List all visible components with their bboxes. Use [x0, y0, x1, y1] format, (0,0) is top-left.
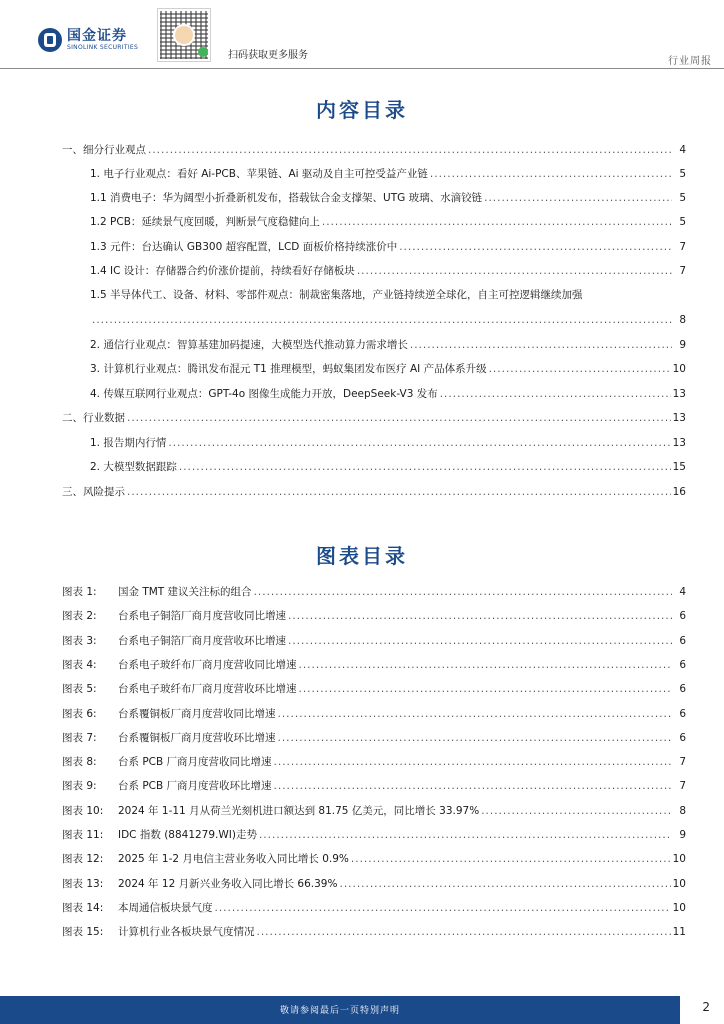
figure-item-label: 图表 8:: [62, 756, 97, 768]
report-type-label: 行业周报: [668, 56, 712, 67]
page-header: [0, 0, 724, 70]
qr-code-icon[interactable]: [157, 8, 211, 62]
figure-item[interactable]: [62, 707, 686, 721]
dot-leader: [288, 609, 672, 623]
dot-leader: [322, 215, 672, 229]
figure-item-label: 图表 7:: [62, 732, 97, 744]
logo-name-cn: 国金证券: [67, 28, 127, 44]
figure-item[interactable]: [62, 731, 686, 745]
figure-item-page: 8: [679, 805, 686, 817]
figure-item-text: 台系覆铜板厂商月度营收环比增速: [118, 732, 276, 744]
contents-item[interactable]: [90, 313, 686, 327]
figure-item-text: 计算机行业各板块景气度情况: [118, 926, 255, 938]
figure-item-text: 2024 年 12 月新兴业务收入同比增长 66.39%: [118, 878, 338, 890]
contents-item-page: 5: [679, 192, 686, 204]
contents-item-text: 二、行业数据: [62, 412, 125, 424]
dot-leader: [484, 191, 672, 205]
figure-item-text: 2025 年 1-2 月电信主营业务收入同比增长 0.9%: [118, 853, 349, 865]
header-divider: [0, 68, 724, 69]
contents-item[interactable]: [90, 436, 686, 450]
figure-item-page: 7: [679, 780, 686, 792]
contents-item-page: 5: [679, 216, 686, 228]
contents-item[interactable]: [90, 191, 686, 205]
figure-item-text: 台系电子铜箔厂商月度营收同比增速: [118, 610, 286, 622]
contents-item-page: 8: [679, 314, 686, 326]
logo-name-en: SINOLINK SECURITIES: [67, 44, 139, 51]
contents-item-text: 3. 计算机行业观点：腾讯发布混元 T1 推理模型，蚂蚁集团发布医疗 AI 产品体系升级: [90, 363, 487, 375]
figure-item[interactable]: [62, 852, 686, 866]
dot-leader: [481, 804, 672, 818]
figure-item-page: 10: [672, 853, 686, 865]
contents-item[interactable]: [90, 264, 686, 278]
dot-leader: [430, 167, 672, 181]
figure-item-page: 6: [679, 732, 686, 744]
contents-item[interactable]: [90, 288, 686, 302]
contents-item-page: 13: [672, 437, 686, 449]
contents-item-text: 1.3 元件：台达确认 GB300 超容配置，LCD 面板价格持续涨价中: [90, 241, 398, 253]
dot-leader: [357, 264, 672, 278]
figures-title: 图表目录: [316, 544, 408, 568]
figure-item-page: 10: [672, 878, 686, 890]
contents-item[interactable]: [90, 215, 686, 229]
contents-item[interactable]: [90, 362, 686, 376]
wechat-badge-icon: [198, 47, 208, 57]
dot-leader: [278, 707, 673, 721]
dot-leader: [351, 852, 671, 866]
page-number: 2: [702, 1000, 710, 1014]
dot-leader: [288, 634, 672, 648]
contents-item-page: 5: [679, 168, 686, 180]
dot-leader: [274, 755, 672, 769]
figure-item-text: 本周通信板块景气度: [118, 902, 213, 914]
figure-item-label: 图表 4:: [62, 659, 97, 671]
company-logo: [38, 28, 138, 52]
contents-item[interactable]: [90, 460, 686, 474]
logo-icon: [38, 28, 62, 52]
qr-caption: 扫码获取更多服务: [228, 50, 308, 61]
contents-title: 内容目录: [316, 98, 408, 122]
contents-item[interactable]: [90, 240, 686, 254]
contents-item[interactable]: [62, 143, 686, 157]
dot-leader: [127, 485, 671, 499]
figure-item-text: 2024 年 1-11 月从荷兰光刻机进口额达到 81.75 亿美元，同比增长 33.97%: [118, 805, 480, 817]
figure-item[interactable]: [62, 877, 686, 891]
figure-item[interactable]: [62, 755, 686, 769]
figure-item-label: 图表 2:: [62, 610, 97, 622]
figure-item-page: 6: [679, 683, 686, 695]
contents-item-page: 9: [679, 339, 686, 351]
figure-item-page: 4: [679, 586, 686, 598]
figure-item-label: 图表 3:: [62, 635, 97, 647]
footer-disclaimer: 敬请参阅最后一页特别声明: [279, 1006, 400, 1016]
figure-item-label: 图表 14:: [62, 902, 104, 914]
figure-item-page: 6: [679, 708, 686, 720]
contents-item-text: 一、细分行业观点: [62, 144, 146, 156]
figure-item-label: 图表 5:: [62, 683, 97, 695]
contents-item-text: 1.4 IC 设计：存储器合约价涨价提前，持续看好存储板块: [90, 265, 355, 277]
figure-item-text: 台系电子玻纤布厂商月度营收环比增速: [118, 683, 297, 695]
figure-item-page: 6: [679, 659, 686, 671]
figure-item[interactable]: [62, 609, 686, 623]
contents-item-text: 2. 通信行业观点：智算基建加码提速，大模型迭代推动算力需求增长: [90, 339, 408, 351]
contents-item-page: 16: [672, 486, 686, 498]
contents-item-text: 1. 报告期内行情: [90, 437, 167, 449]
figure-item-text: 台系电子玻纤布厂商月度营收同比增速: [118, 659, 297, 671]
contents-item[interactable]: [90, 387, 686, 401]
dot-leader: [339, 877, 670, 891]
dot-leader: [148, 143, 672, 157]
figure-item[interactable]: [62, 585, 686, 599]
dot-leader: [489, 362, 671, 376]
contents-item-page: 4: [679, 144, 686, 156]
dot-leader: [399, 240, 672, 254]
contents-item-text: 2. 大模型数据跟踪: [90, 461, 177, 473]
contents-item-text: 1.5 半导体代工、设备、材料、零部件观点：制裁密集落地，产业链持续逆全球化，自主可控逻辑继续加强: [90, 289, 583, 301]
figure-item[interactable]: [62, 925, 686, 939]
contents-item[interactable]: [90, 167, 686, 181]
contents-item[interactable]: [62, 411, 686, 425]
figure-item-text: 台系覆铜板厂商月度营收同比增速: [118, 708, 276, 720]
figure-item-page: 6: [679, 635, 686, 647]
contents-item-page: 13: [672, 412, 686, 424]
figure-item[interactable]: [62, 828, 686, 842]
figure-item[interactable]: [62, 804, 686, 818]
dot-leader: [215, 901, 671, 915]
contents-item-page: 7: [679, 241, 686, 253]
dot-leader: [440, 387, 671, 401]
figure-item[interactable]: [62, 901, 686, 915]
figure-item-label: 图表 6:: [62, 708, 97, 720]
dot-leader: [410, 338, 672, 352]
figure-item[interactable]: [62, 658, 686, 672]
figure-item-label: 图表 13:: [62, 878, 104, 890]
dot-leader: [299, 682, 673, 696]
figure-item-label: 图表 1:: [62, 586, 97, 598]
contents-item-page: 15: [672, 461, 686, 473]
contents-item-text: 4. 传媒互联网行业观点：GPT-4o 图像生成能力开放，DeepSeek-V3 发布: [90, 388, 438, 400]
figure-item-label: 图表 10:: [62, 805, 104, 817]
figure-item-text: 台系 PCB 厂商月度营收环比增速: [118, 780, 272, 792]
figure-item-label: 图表 9:: [62, 780, 97, 792]
dot-leader: [278, 731, 673, 745]
dot-leader: [299, 658, 673, 672]
contents-item-text: 1.1 消费电子：华为阔型小折叠新机发布，搭载钛合金支撑架、UTG 玻璃、水滴铰链: [90, 192, 483, 204]
figure-item[interactable]: [62, 682, 686, 696]
figure-item-text: IDC 指数 (8841279.WI)走势: [118, 829, 257, 841]
figure-item-text: 台系电子铜箔厂商月度营收环比增速: [118, 635, 286, 647]
figure-item-page: 7: [679, 756, 686, 768]
contents-item-text: 1.2 PCB：延续景气度回暖，判断景气度稳健向上: [90, 216, 320, 228]
dot-leader: [254, 585, 672, 599]
contents-item-text: 1. 电子行业观点：看好 Ai-PCB、苹果链、Ai 驱动及自主可控受益产业链: [90, 168, 428, 180]
figure-item-page: 10: [672, 902, 686, 914]
figure-item[interactable]: [62, 634, 686, 648]
contents-item[interactable]: [62, 485, 686, 499]
contents-item-page: 10: [672, 363, 686, 375]
dot-leader: [257, 925, 671, 939]
dot-leader: [274, 779, 672, 793]
figure-item-label: 图表 12:: [62, 853, 104, 865]
contents-item-text: 三、风险提示: [62, 486, 125, 498]
figure-item-label: 图表 11:: [62, 829, 104, 841]
contents-item[interactable]: [90, 338, 686, 352]
figure-item[interactable]: [62, 779, 686, 793]
contents-item-page: 7: [679, 265, 686, 277]
figure-item-text: 国金 TMT 建议关注标的组合: [118, 586, 252, 598]
dot-leader: [127, 411, 671, 425]
dot-leader: [92, 313, 672, 327]
dot-leader: [179, 460, 671, 474]
figure-item-text: 台系 PCB 厂商月度营收同比增速: [118, 756, 272, 768]
dot-leader: [259, 828, 672, 842]
contents-item-page: 13: [672, 388, 686, 400]
figure-item-page: 9: [679, 829, 686, 841]
figure-item-page: 6: [679, 610, 686, 622]
figure-item-label: 图表 15:: [62, 926, 104, 938]
dot-leader: [168, 436, 670, 450]
figure-item-page: 11: [672, 926, 686, 938]
